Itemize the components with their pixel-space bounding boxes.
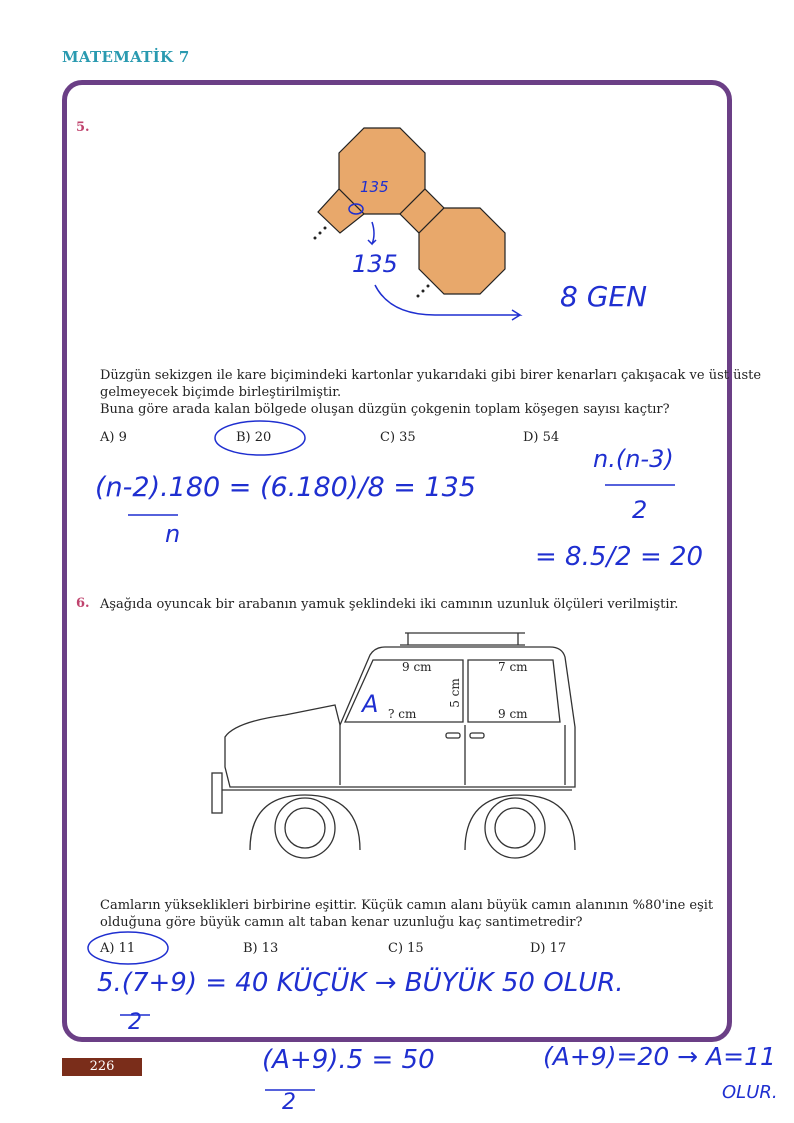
q6-option-d[interactable]: D) 17 bbox=[530, 941, 567, 956]
q5-option-a[interactable]: A) 9 bbox=[100, 430, 127, 445]
question-6-intro: Aşağıda oyuncak bir arabanın yamuk şeklindeki iki camının uzunluk ölçüleri verilmiştir. bbox=[100, 597, 679, 612]
hw-car-a: A bbox=[362, 690, 379, 718]
question-5-text-3: Buna göre arada kalan bölgede oluşan düzgün çokgenin toplam köşegen sayısı kaçtır? bbox=[100, 402, 670, 417]
subject-header: MATEMATİK 7 bbox=[62, 48, 190, 66]
q5-option-d[interactable]: D) 54 bbox=[523, 430, 560, 445]
octagon-figure bbox=[318, 128, 505, 294]
hw-diag-result: = 8.5/2 = 20 bbox=[535, 542, 704, 572]
label-top-left: 9 cm bbox=[402, 660, 432, 674]
q6-option-a[interactable]: A) 11 bbox=[100, 941, 136, 956]
question-6-number: 6. bbox=[76, 596, 90, 611]
hw-formula: (n-2).180 = (6.180)/8 = 135 bbox=[95, 472, 476, 503]
question-5-number: 5. bbox=[76, 120, 90, 135]
hw-diag-den: 2 bbox=[632, 496, 648, 524]
q5-option-c[interactable]: C) 35 bbox=[380, 430, 416, 445]
question-5-text-1: Düzgün sekizgen ile kare biçimindeki kartonlar yukarıdaki gibi birer kenarları çakışacak ve üst üste bbox=[100, 368, 762, 383]
hw-angle-2: 135 bbox=[352, 250, 398, 278]
label-top-right: 7 cm bbox=[498, 660, 528, 674]
hw-q6-line1: 5.(7+9) = 40 KÜÇÜK → BÜYÜK 50 OLUR. bbox=[97, 968, 624, 998]
question-5-text-2: gelmeyecek biçimde birleştirilmiştir. bbox=[100, 385, 342, 400]
q6-option-c[interactable]: C) 15 bbox=[388, 941, 424, 956]
hw-diag-num: n.(n-3) bbox=[593, 445, 674, 473]
hw-q6-den2: 2 bbox=[282, 1090, 296, 1115]
page-number: 226 bbox=[62, 1058, 142, 1076]
question-6-text-2: olduğuna göre büyük camın alt taban kenar uzunluğu kaç santimetredir? bbox=[100, 915, 583, 930]
q5-option-b[interactable]: B) 20 bbox=[236, 430, 272, 445]
hw-q6-olur: OLUR. bbox=[722, 1082, 778, 1103]
hw-q6-line2: (A+9).5 = 50 bbox=[262, 1045, 435, 1075]
hw-q6-line3: (A+9)=20 → A=11 bbox=[543, 1042, 776, 1071]
label-bottom-left: ? cm bbox=[388, 707, 417, 721]
question-6-text-1: Camların yükseklikleri birbirine eşittir. Küçük camın alanı büyük camın alanının %80'ine eşit bbox=[100, 898, 714, 913]
q6-option-b[interactable]: B) 13 bbox=[243, 941, 279, 956]
label-bottom-right: 9 cm bbox=[498, 707, 528, 721]
hw-q6-den1: 2 bbox=[128, 1010, 142, 1035]
octagon-bottom bbox=[419, 208, 505, 294]
hw-8gen: 8 GEN bbox=[560, 280, 648, 313]
hw-denom-n: n bbox=[165, 520, 181, 548]
label-height: 5 cm bbox=[447, 678, 462, 708]
hw-angle-1: 135 bbox=[360, 178, 389, 196]
